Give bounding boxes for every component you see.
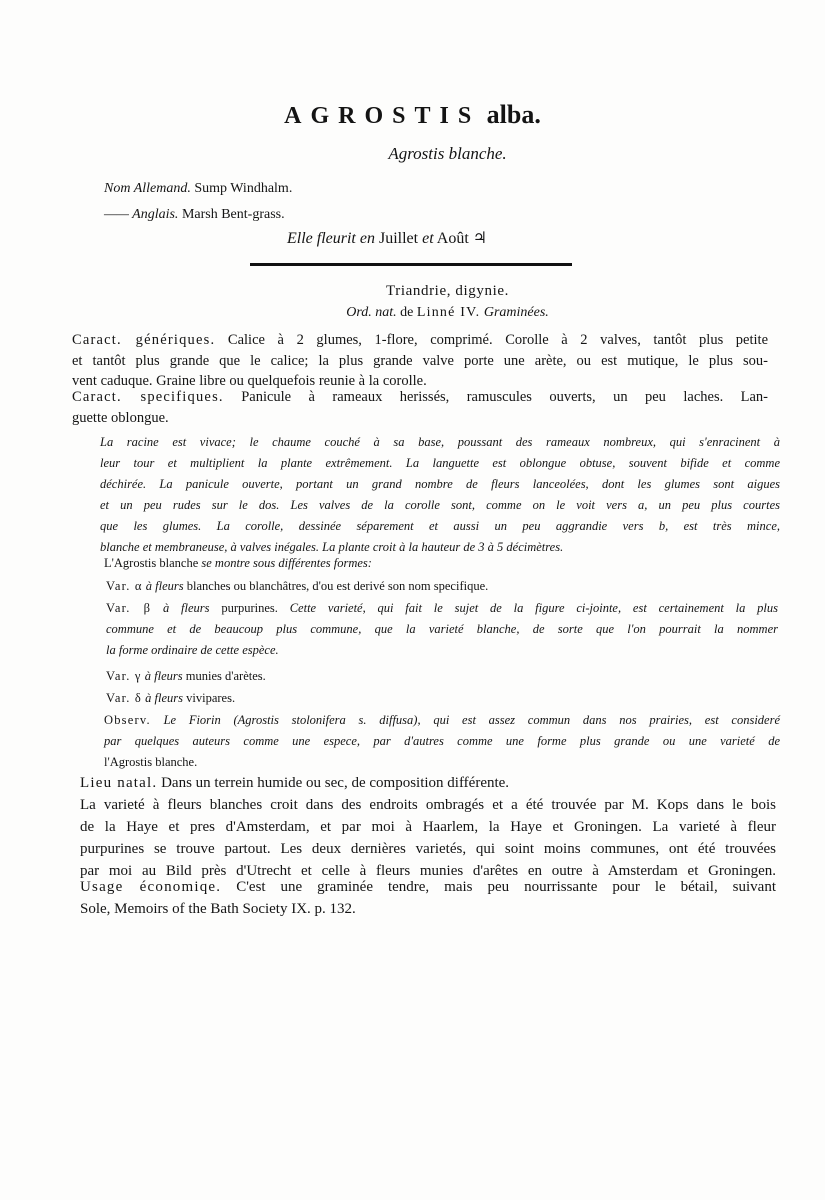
specific-line-1: Caract. specifiques. Panicule à rameaux herissés, ramuscules ouverts, un peu laches. Lan- [72,389,769,405]
usage-line-1: Usage économiqe. C'est une graminée tendre, mais peu nourrissante pour le bétail, suivant [80,879,776,895]
french-name: Agrostis blanche. [388,144,507,163]
flowering-month-1: Juillet [378,230,419,247]
observation-line-3: l'Agrostis blanche. [104,755,198,769]
observation-label: Observ. [104,713,151,727]
description [100,432,780,558]
variety-delta: Var. δ à fleurs vivipares. [106,691,236,705]
natural-order [0,305,825,321]
german-name-value: Sump Windhalm. [194,181,293,196]
english-name-value: Marsh Bent-grass. [181,207,285,222]
page-title [0,100,825,130]
english-name-row [104,207,285,223]
natural-order-de: de [400,305,414,320]
description-line: que les glumes. La corolle, dessinée séparement et aussi un peu aggrandie vers b, est très mince, [100,519,780,533]
habitat-line-3: de la Haye et pres d'Amsterdam, et par moi à Haarlem, la Haye et Groningen. La varieté à fleur [80,819,776,835]
variety-delta-label: Var. δ [106,691,143,705]
description-line: et un peu rudes sur le dos. Les valves de la corolle sont, comme on le voit vers a, un peu plus courtes [100,498,780,512]
forms-subject: L'Agrostis blanche [104,556,199,570]
observation-line-1: Observ. Le Fiorin (Agrostis stolonifera s. diffusa), qui est assez commun dans nos prairies, est consideré [104,713,781,727]
habitat-label: Lieu natal. [80,775,158,791]
genus-name: AGROSTIS [284,103,481,129]
generic-line-2: et tantôt plus grande que le calice; la plus grande valve porte une arète, ou est mutique, le plus sou- [72,352,768,369]
specific-line-2: guette oblongue. [72,409,169,426]
natural-order-family: Graminées. [483,305,549,320]
flowering-line [287,228,487,248]
flowering-month-2: Août [436,230,469,247]
variety-alpha-label: Var. α [106,579,143,593]
variety-alpha: Var. α à fleurs blanches ou blanchâtres, d'ou est derivé son nom specifique. [106,579,489,593]
flowering-lead: Elle fleurit en [287,230,375,247]
description-line: La racine est vivace; le chaume couché à sa base, poussant des rameaux nombreux, qui s'enracinent à [100,435,780,449]
generic-line-1: Caract. génériques. Calice à 2 glumes, 1-flore, comprimé. Corolle à 2 valves, tantôt plus petite [72,332,769,348]
habitat-line-2: La varieté à fleurs blanches croit dans des endroits ombragés et a été trouvée par M. Kops dans le bois [80,797,776,813]
generic-label: Caract. génériques. [72,332,216,348]
variety-beta-line-2: commune et de beaucoup plus commune, que la varieté blanche, de sorte que l'on pourrait la nommer [106,622,778,636]
german-name-label: Nom Allemand. [104,181,191,196]
natural-order-lead: Ord. nat. [346,305,397,320]
variety-beta-line-1: Var. β à fleurs purpurines. Cette varieté, qui fait le sujet de la figure ci-jointe, est certainement la plus [106,601,779,615]
generic-characters [72,330,768,392]
german-name-row [104,181,292,197]
habitat-line-1: Lieu natal. Dans un terrein humide ou sec, de composition différente. [80,775,510,791]
divider-rule [250,263,572,266]
variety-beta-line-3: la forme ordinaire de cette espèce. [106,643,279,657]
english-name-label: —— Anglais. [104,207,179,222]
description-line: leur tour et multiplient la plante extrêmement. La languette est oblongue obtuse, souvent bifide et comme [100,456,780,470]
specific-characters [72,387,768,428]
observation [104,710,780,773]
variety-beta-label: Var. β [106,601,152,615]
usage-label: Usage économiqe. [80,879,222,895]
habitat-line-4: purpurines se trouve partout. Les deux dernières varietés, qui soint moins communes, ont été trouvées [80,841,776,857]
description-line: blanche et membraneuse, à valves inégales. La plante croit à la hauteur de 3 à 5 décimètres. [100,540,564,554]
natural-order-linne: Linné IV. [416,305,481,320]
observation-line-2: par quelques auteurs comme une espece, par d'autres comme une forme plus grande ou une varieté de [104,734,780,748]
variety-gamma-label: Var. γ [106,669,142,683]
specific-label: Caract. specifiques. [72,389,224,405]
perennial-symbol: ♃ [472,230,488,247]
species-name: alba. [486,100,541,129]
flowering-conj: et [422,230,434,247]
usage-line-2: Sole, Memoirs of the Bath Society IX. p. 132. [80,901,356,917]
variety-gamma: Var. γ à fleurs munies d'arètes. [106,669,266,683]
description-line: déchirée. La panicule ouverte, portant un grand nombre de fleurs lanceolées, dont les glumes sont aigues [100,477,780,491]
forms-intro [104,553,372,574]
habitat [80,772,776,882]
economic-use [80,876,776,920]
linnaean-class: Triandrie, digynie. [386,283,509,299]
generic-line-3: vent caduque. Graine libre ou quelquefois reunie à la corolle. [72,373,427,389]
forms-rest: se montre sous différentes formes: [201,556,372,570]
variety-beta [106,598,778,661]
habitat-line-5: par moi au Bild près d'Utrecht et celle à fleurs munies d'arêtes en outre à Amsterdam et Groningen. [80,863,776,879]
